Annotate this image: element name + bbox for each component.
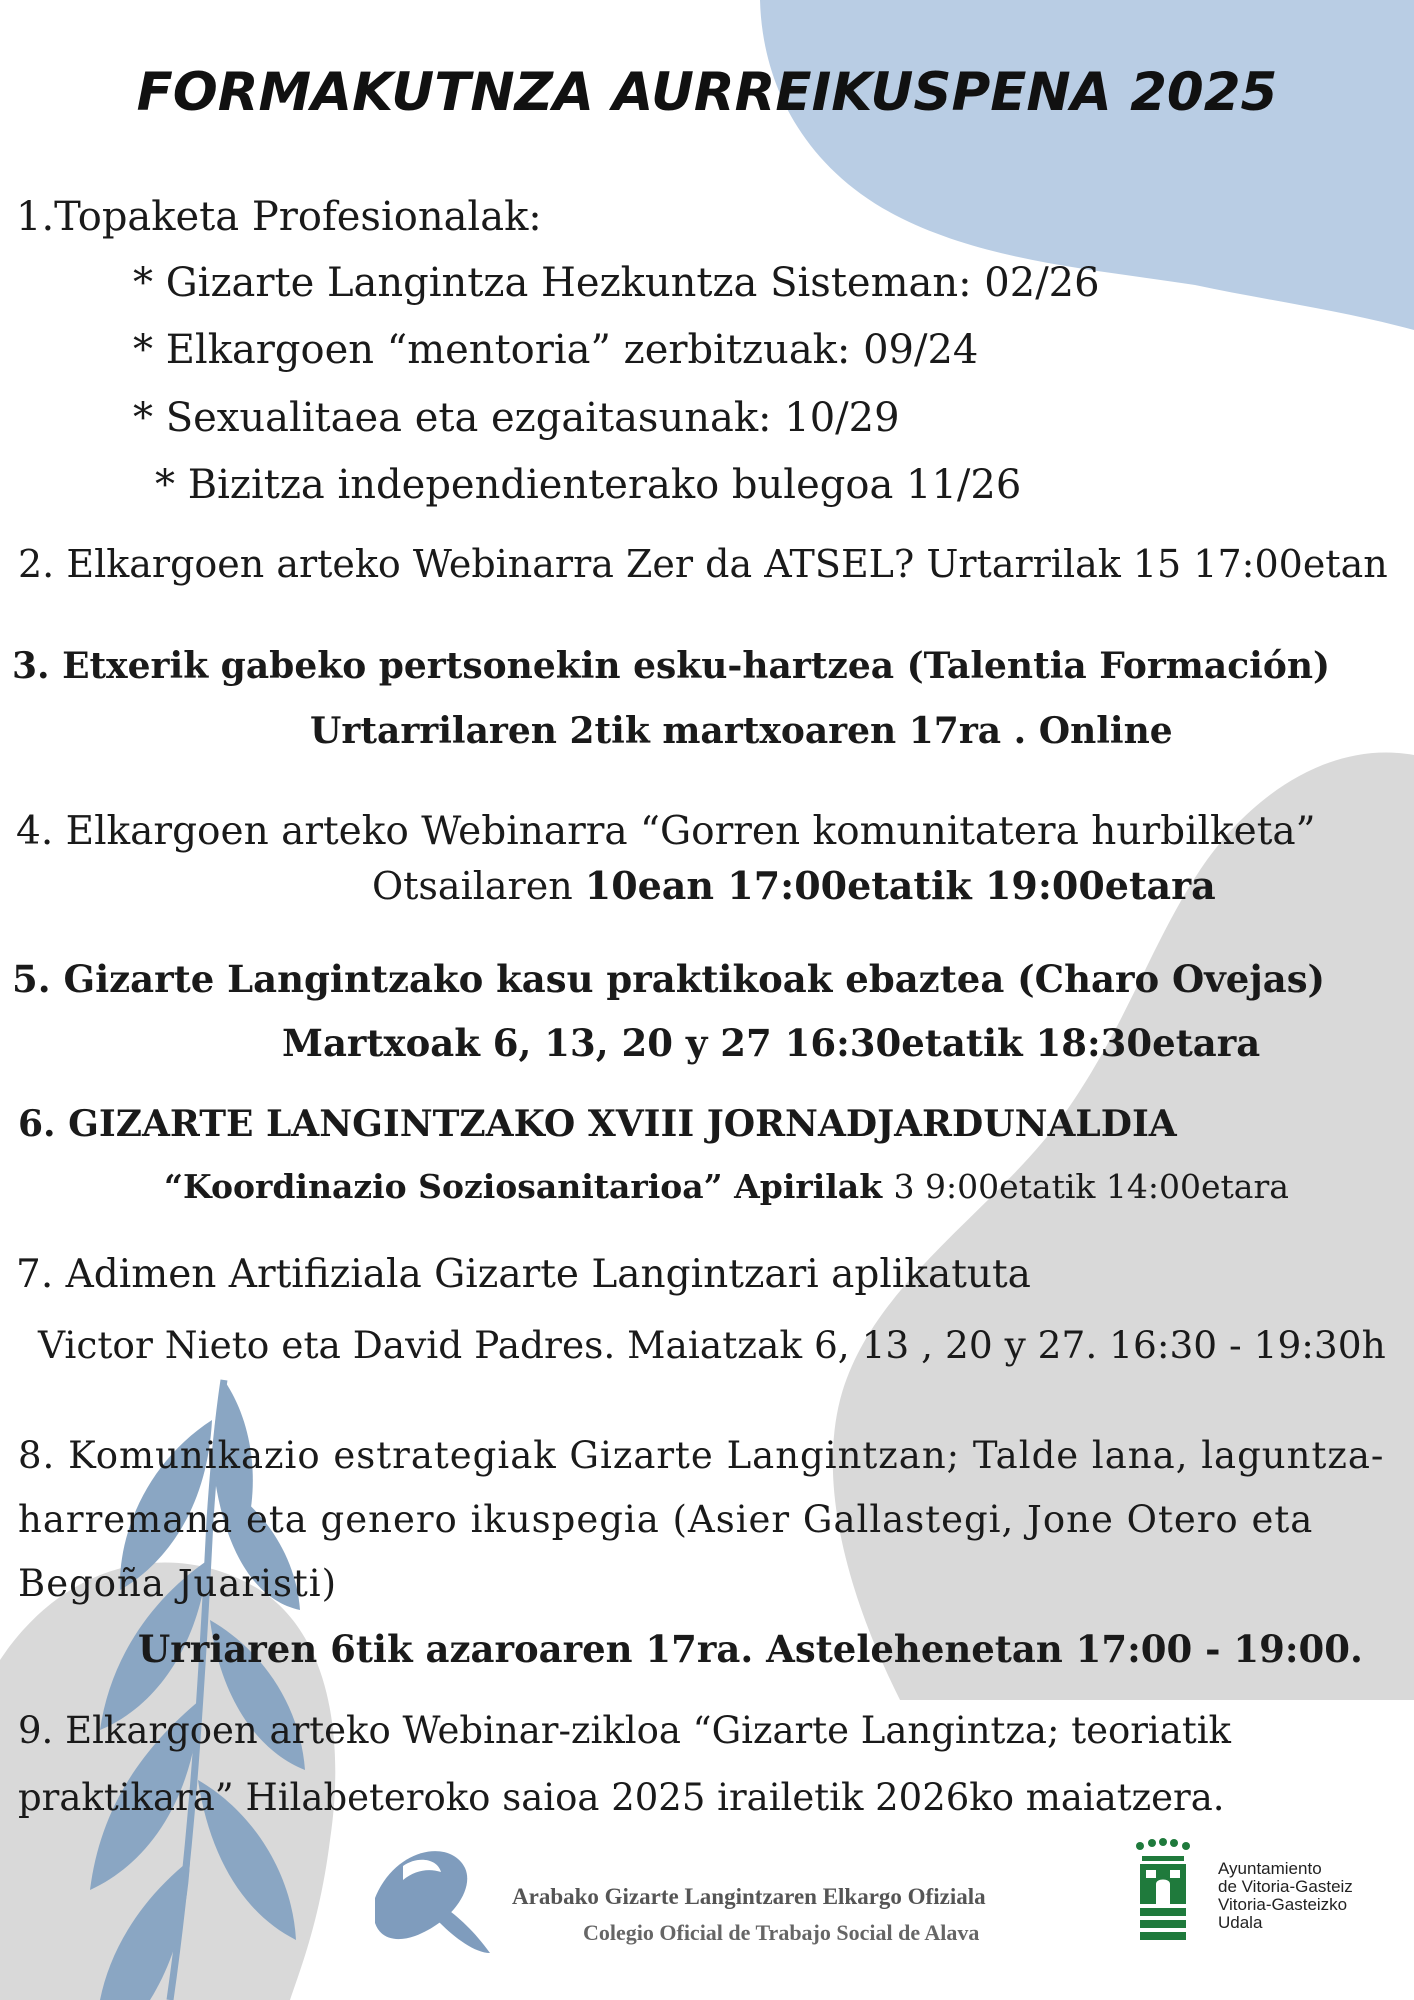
city-council-line-2: de Vitoria-Gasteiz bbox=[1218, 1877, 1353, 1896]
item-8-line-2: harremana eta genero ikuspegia (Asier Gallastegi, Jone Otero eta bbox=[18, 1498, 1314, 1541]
item-8-line-3: Begoña Juaristi) bbox=[18, 1562, 338, 1605]
item-4-line-2 bbox=[372, 862, 1216, 910]
item-7-line-1: 7. Adimen Artifiziala Gizarte Langintzari aplikatuta bbox=[16, 1252, 1031, 1297]
item-1-sub-2: * Elkargoen “mentoria” zerbitzuak: 09/24 bbox=[133, 327, 979, 373]
item-5-line-1: 5. Gizarte Langintzako kasu praktikoak ebaztea (Charo Ovejas) bbox=[12, 957, 1326, 1001]
item-5-line-2: Martxoak 6, 13, 20 y 27 16:30etatik 18:30etara bbox=[282, 1021, 1261, 1065]
item-1-sub-4: * Bizitza independienterako bulegoa 11/26 bbox=[155, 462, 1022, 508]
item-1-sub-3: * Sexualitaea eta ezgaitasunak: 10/29 bbox=[133, 395, 900, 441]
org-name-basque: Arabako Gizarte Langintzaren Elkargo Ofiziala bbox=[512, 1884, 986, 1909]
city-council-line-3: Vitoria-Gasteizko bbox=[1218, 1895, 1348, 1914]
item-8-line-1: 8. Komunikazio estrategiak Gizarte Langintzan; Talde lana, laguntza- bbox=[18, 1434, 1385, 1477]
item-6-line-2 bbox=[164, 1163, 1289, 1211]
item-4-line-2-time: 10ean 17:00etatik 19:00etara bbox=[584, 863, 1216, 908]
org-name-spanish: Colegio Oficial de Trabajo Social de Alava bbox=[583, 1920, 980, 1945]
association-logo-icon bbox=[355, 1828, 505, 1968]
item-4-line-2-prefix: Otsailaren bbox=[372, 864, 585, 908]
item-6-line-1: 6. GIZARTE LANGINTZAKO XVIII JORNADJARDUNALDIA bbox=[18, 1103, 1177, 1145]
item-1-sub-1: * Gizarte Langintza Hezkuntza Sisteman: 02/26 bbox=[133, 260, 1100, 306]
item-3-line-2: Urtarrilaren 2tik martxoaren 17ra . Online bbox=[310, 710, 1173, 752]
item-2-line: 2. Elkargoen arteko Webinarra Zer da ATSEL? Urtarrilak 15 17:00etan bbox=[18, 542, 1388, 586]
item-3-line-1: 3. Etxerik gabeko pertsonekin esku-hartzea (Talentia Formación) bbox=[12, 645, 1331, 687]
item-7-line-2: Victor Nieto eta David Padres. Maiatzak 6, 13 , 20 y 27. 16:30 - 19:30h bbox=[38, 1323, 1386, 1367]
city-council-line-1: Ayuntamiento bbox=[1218, 1859, 1322, 1878]
item-9-line-1: 9. Elkargoen arteko Webinar-zikloa “Gizarte Langintza; teoriatik bbox=[18, 1709, 1231, 1752]
page-title: FORMAKUTNZA AURREIKUSPENA 2025 bbox=[136, 62, 1278, 123]
item-4-line-1: 4. Elkargoen arteko Webinarra “Gorren komunitatera hurbilketa” bbox=[16, 809, 1316, 854]
item-6-line-2-time: 3 9:00etatik 14:00etara bbox=[893, 1167, 1289, 1206]
item-1-heading: 1.Topaketa Profesionalak: bbox=[16, 194, 542, 240]
item-6-line-2-title: “Koordinazio Soziosanitarioa” Apirilak bbox=[164, 1167, 894, 1206]
item-8-line-4: Urriaren 6tik azaroaren 17ra. Astelehenetan 17:00 - 19:00. bbox=[138, 1627, 1363, 1671]
city-council-emblem-icon bbox=[1130, 1838, 1196, 1950]
city-council-line-4: Udala bbox=[1218, 1913, 1263, 1932]
item-9-line-2: praktikara” Hilabeteroko saioa 2025 irailetik 2026ko maiatzera. bbox=[18, 1776, 1225, 1819]
